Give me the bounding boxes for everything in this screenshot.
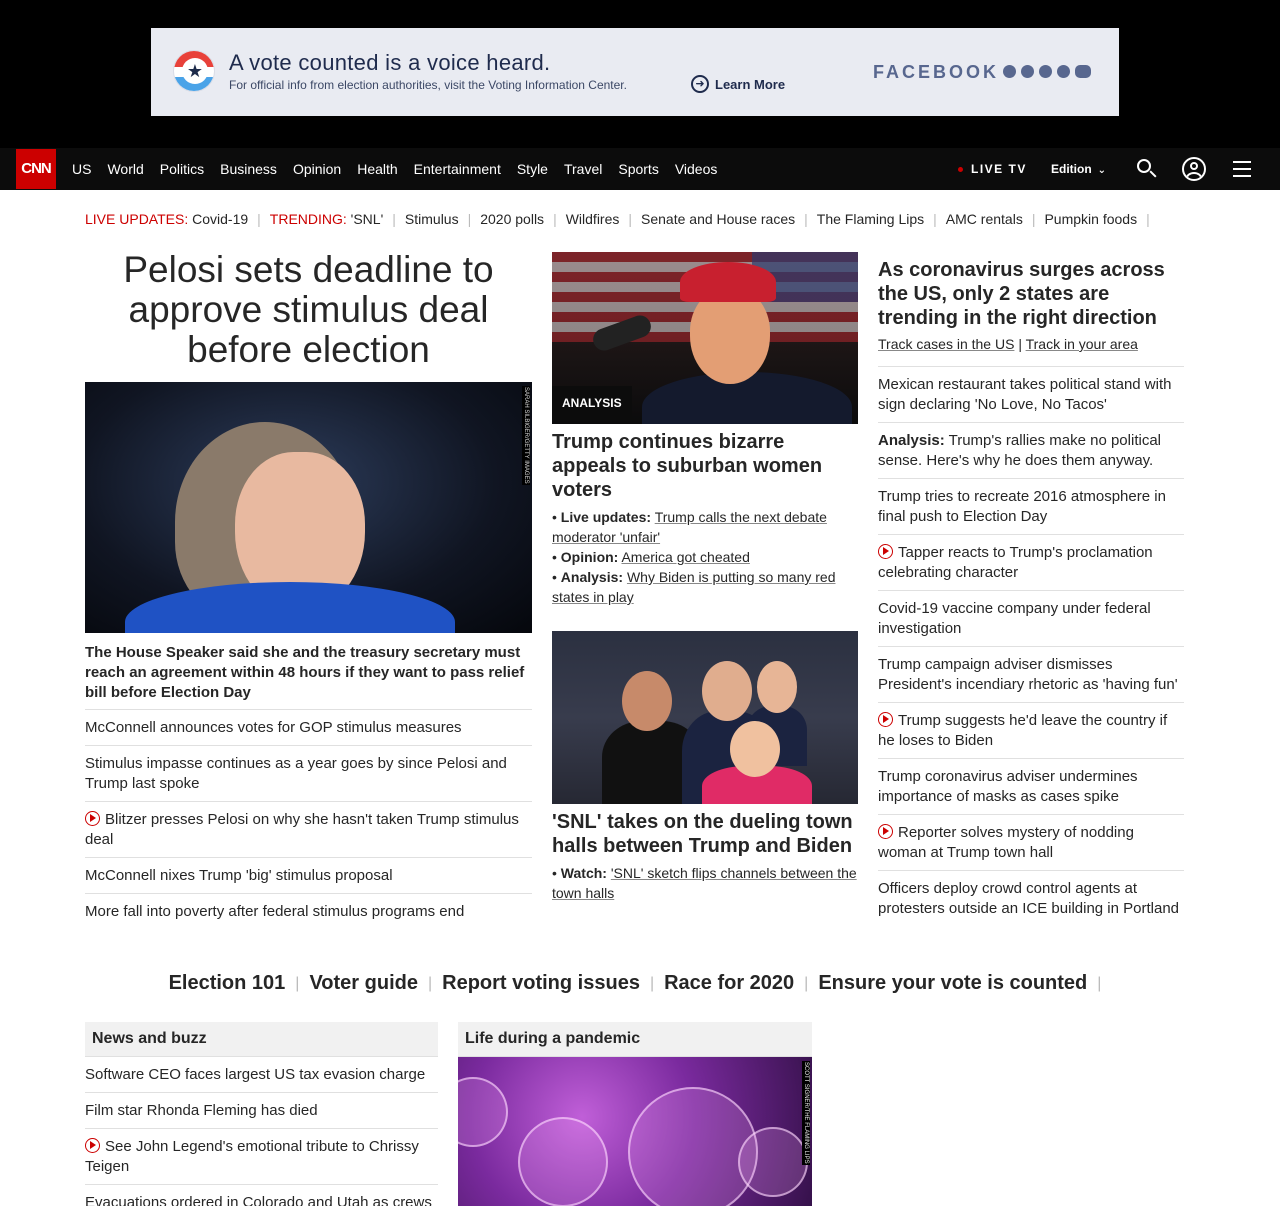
- link-divider: |: [1018, 336, 1022, 352]
- list-item-text: McConnell announces votes for GOP stimulus measures: [85, 719, 462, 736]
- bullet-link[interactable]: Trump calls the next debate moderator 'unfair': [552, 509, 827, 545]
- lead-headline[interactable]: Pelosi sets deadline to approve stimulus deal before election: [123, 249, 494, 370]
- list-item[interactable]: [85, 858, 532, 894]
- bullet-item[interactable]: • Analysis: Why Biden is putting so many red states in play: [552, 569, 836, 605]
- election-link[interactable]: Race for 2020: [664, 972, 795, 994]
- trending-bar: LIVE UPDATES: Covid-19 | TRENDING: 'SNL' | Stimulus | 2020 polls | Wildfires | Senate and House races | The Flaming Lips | AMC rentals | Pumpkin foods |: [85, 211, 1150, 227]
- instagram-icon: [1039, 65, 1052, 78]
- list-item[interactable]: [85, 1129, 438, 1185]
- trending-label: TRENDING:: [269, 211, 347, 227]
- image-credit: SARAH SILBIGER/GETTY IMAGES: [523, 387, 529, 484]
- edition-dropdown[interactable]: [1051, 162, 1106, 176]
- list-item[interactable]: [85, 1185, 438, 1206]
- bullet-label: Opinion:: [560, 549, 619, 565]
- list-item[interactable]: [878, 367, 1184, 423]
- nav-item-sports[interactable]: Sports: [618, 161, 659, 177]
- analysis-tag: ANALYSIS: [552, 386, 632, 420]
- lead-image[interactable]: [85, 382, 532, 633]
- bullet-label: Live updates:: [560, 509, 652, 525]
- trending-link[interactable]: Stimulus: [404, 211, 459, 227]
- list-item[interactable]: [85, 746, 532, 802]
- hamburger-menu-icon[interactable]: [1233, 161, 1251, 177]
- election-link[interactable]: Election 101: [168, 972, 286, 994]
- pandemic-card: [458, 1022, 812, 1206]
- top-nav: [0, 148, 1280, 190]
- list-item-text: Blitzer presses Pelosi on why she hasn't taken Trump stimulus deal: [85, 811, 519, 848]
- list-item[interactable]: [85, 802, 532, 858]
- bullet-link[interactable]: America got cheated: [621, 549, 750, 565]
- facebook-ad-banner[interactable]: [151, 28, 1119, 116]
- edition-label: Edition: [1051, 162, 1092, 176]
- live-dot-icon: [958, 167, 963, 172]
- video-play-icon: [85, 1138, 100, 1153]
- social-icons: [1003, 65, 1091, 78]
- coronavirus-headline[interactable]: As coronavirus surges across the US, only 2 states are trending in the right direction: [878, 259, 1165, 329]
- list-item-text: Trump's rallies make no political sense. Here's why he does them anyway.: [878, 432, 1161, 469]
- ad-subtitle: For official info from election authorities, visit the Voting Information Center.: [229, 78, 627, 92]
- list-item-text: Trump suggests he'd leave the country if he loses to Biden: [878, 712, 1168, 749]
- oculus-icon: [1075, 65, 1091, 78]
- nav-item-politics[interactable]: Politics: [159, 161, 205, 177]
- trending-link[interactable]: Wildfires: [565, 211, 620, 227]
- image-credit: SCOTT SIGNER/THE FLAMING LIPS: [803, 1062, 809, 1164]
- trending-link[interactable]: Pumpkin foods: [1044, 211, 1138, 227]
- snl-bullets: [552, 863, 858, 903]
- learn-more-link[interactable]: [691, 75, 785, 93]
- bullet-item[interactable]: • Live updates: Trump calls the next debate moderator 'unfair': [552, 509, 827, 545]
- facebook-icon: [1003, 65, 1016, 78]
- arrow-right-icon: ➜: [691, 75, 709, 93]
- list-item-text: Officers deploy crowd control agents at protesters outside an ICE building in Portland: [878, 880, 1180, 917]
- nav-item-entertainment[interactable]: Entertainment: [413, 161, 501, 177]
- trending-link-covid[interactable]: Covid-19: [192, 211, 249, 227]
- list-item-text: Film star Rhonda Fleming has died: [85, 1102, 318, 1119]
- nav-item-travel[interactable]: Travel: [563, 161, 603, 177]
- list-item[interactable]: [878, 871, 1184, 926]
- center-headline[interactable]: Trump continues bizarre appeals to suburban women voters: [552, 431, 823, 501]
- cnn-logo[interactable]: CNN: [16, 149, 56, 189]
- chevron-down-icon: ⌄: [1097, 165, 1107, 176]
- search-icon[interactable]: [1136, 158, 1158, 180]
- snl-image[interactable]: [552, 631, 858, 804]
- ad-title: A vote counted is a voice heard.: [229, 50, 551, 75]
- list-item-text: Trump campaign adviser dismisses President's incendiary rhetoric as 'having fun': [878, 656, 1178, 693]
- list-item-text: Covid-19 vaccine company under federal investigation: [878, 600, 1151, 637]
- list-item[interactable]: [878, 479, 1184, 535]
- bullet-item[interactable]: • Opinion: America got cheated: [552, 549, 750, 565]
- list-item[interactable]: [878, 647, 1184, 703]
- election-bar: Election 101 | Voter guide | Report voting issues | Race for 2020 | Ensure your vote is counted |: [168, 972, 1102, 994]
- list-item-text: Evacuations ordered in Colorado and Utah as crews: [85, 1194, 432, 1206]
- list-item-text: Software CEO faces largest US tax evasion charge: [85, 1066, 426, 1083]
- tracker-links: [878, 336, 1184, 367]
- nav-item-world[interactable]: World: [107, 161, 144, 177]
- list-item-text: See John Legend's emotional tribute to Chrissy Teigen: [85, 1138, 419, 1175]
- bullet-item[interactable]: • Watch: 'SNL' sketch flips channels between the town halls: [552, 865, 857, 901]
- list-item[interactable]: [878, 759, 1184, 815]
- list-item[interactable]: [85, 1057, 438, 1093]
- trending-link-snl[interactable]: 'SNL': [350, 211, 384, 227]
- center-column: [552, 252, 858, 903]
- lead-column: [85, 250, 532, 929]
- news-buzz-heading: News and buzz: [85, 1022, 438, 1057]
- election-link[interactable]: Ensure your vote is counted: [818, 972, 1088, 994]
- nav-item-opinion[interactable]: Opinion: [292, 161, 342, 177]
- election-link[interactable]: Voter guide: [309, 972, 418, 994]
- news-buzz-card: [85, 1022, 438, 1206]
- list-item[interactable]: [85, 710, 532, 746]
- nav-item-videos[interactable]: Videos: [674, 161, 718, 177]
- live-updates-label: LIVE UPDATES:: [85, 211, 189, 227]
- trending-link[interactable]: 2020 polls: [480, 211, 545, 227]
- track-area-link[interactable]: Track in your area: [1025, 336, 1138, 352]
- bullet-link[interactable]: Why Biden is putting so many red states in play: [552, 569, 836, 605]
- list-item[interactable]: [878, 591, 1184, 647]
- ballot-star-icon: ★: [173, 50, 215, 92]
- bullet-label: Analysis:: [560, 569, 624, 585]
- right-column: [878, 258, 1184, 926]
- video-play-icon: [878, 712, 893, 727]
- list-item-text: McConnell nixes Trump 'big' stimulus proposal: [85, 867, 393, 884]
- list-item-prefix: Analysis:: [878, 432, 945, 449]
- list-item[interactable]: [878, 815, 1184, 871]
- messenger-icon: [1021, 65, 1034, 78]
- list-item[interactable]: [85, 1093, 438, 1129]
- user-account-icon[interactable]: [1182, 157, 1206, 181]
- video-play-icon: [878, 824, 893, 839]
- trending-link[interactable]: Senate and House races: [641, 211, 796, 227]
- list-item-text: Stimulus impasse continues as a year goes by since Pelosi and Trump last spoke: [85, 755, 507, 792]
- trending-link[interactable]: The Flaming Lips: [816, 211, 925, 227]
- list-item-text: More fall into poverty after federal stimulus programs end: [85, 903, 465, 920]
- track-us-link[interactable]: Track cases in the US: [878, 336, 1015, 352]
- live-tv-link[interactable]: [958, 162, 1027, 176]
- list-item-text: Mexican restaurant takes political stand with sign declaring 'No Love, No Tacos': [878, 376, 1172, 413]
- list-item[interactable]: [878, 423, 1184, 479]
- bullet-label: Watch:: [560, 865, 607, 881]
- list-item-text: Tapper reacts to Trump's proclamation celebrating character: [878, 544, 1153, 581]
- trump-image[interactable]: [552, 252, 858, 424]
- snl-headline[interactable]: 'SNL' takes on the dueling town halls between Trump and Biden: [552, 811, 853, 857]
- nav-links: [72, 148, 717, 190]
- lead-subhead[interactable]: The House Speaker said she and the treasury secretary must reach an agreement within 48 hours if they want to pass relief bill before Election Day: [85, 643, 532, 710]
- whatsapp-icon: [1057, 65, 1070, 78]
- nav-item-us[interactable]: US: [72, 161, 92, 177]
- video-play-icon: [85, 811, 100, 826]
- learn-more-label: Learn More: [715, 76, 786, 92]
- nav-item-style[interactable]: Style: [516, 161, 548, 177]
- ad-brand: FACEBOOK: [873, 62, 1000, 82]
- pandemic-heading: Life during a pandemic: [458, 1022, 812, 1057]
- pandemic-image[interactable]: [458, 1057, 812, 1206]
- list-item[interactable]: [85, 894, 532, 929]
- list-item-text: Trump tries to recreate 2016 atmosphere in final push to Election Day: [878, 488, 1166, 525]
- election-link[interactable]: Report voting issues: [442, 972, 640, 994]
- nav-item-health[interactable]: Health: [357, 161, 398, 177]
- video-play-icon: [878, 544, 893, 559]
- live-tv-label: LIVE TV: [971, 162, 1027, 176]
- list-item[interactable]: [878, 703, 1184, 759]
- nav-item-business[interactable]: Business: [220, 161, 277, 177]
- center-bullets: [552, 507, 858, 607]
- ad-zone: [0, 0, 1280, 148]
- list-item-text: Reporter solves mystery of nodding woman at Trump town hall: [878, 824, 1134, 861]
- trending-link[interactable]: AMC rentals: [945, 211, 1023, 227]
- list-item[interactable]: [878, 535, 1184, 591]
- list-item-text: Trump coronavirus adviser undermines importance of masks as cases spike: [878, 768, 1138, 805]
- bullet-link[interactable]: 'SNL' sketch flips channels between the town halls: [552, 865, 857, 901]
